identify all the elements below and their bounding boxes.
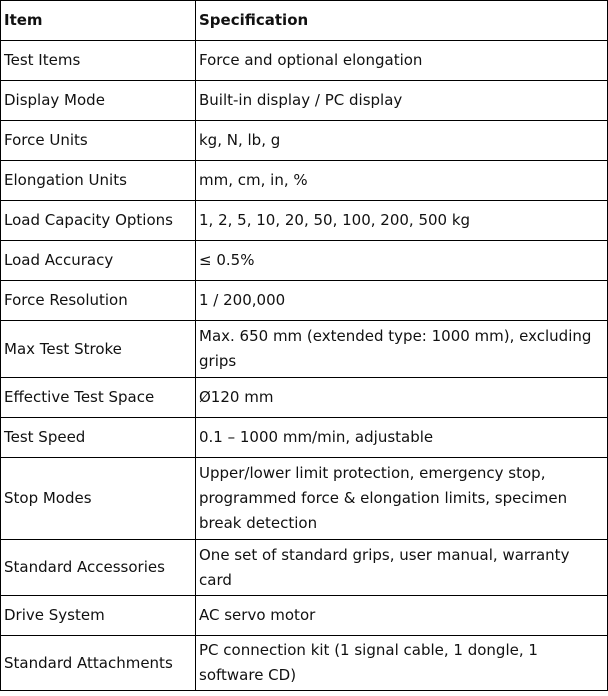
row-spec: Upper/lower limit protection, emergency stop, programmed force & elongation limits, specimen break detection	[196, 458, 608, 540]
table-row	[1, 321, 608, 378]
row-spec: Ø120 mm	[196, 378, 608, 418]
row-item: Standard Attachments	[1, 636, 196, 691]
row-spec: 1 / 200,000	[196, 281, 608, 321]
row-item: Display Mode	[1, 81, 196, 121]
table-row	[1, 161, 608, 201]
row-item: Force Units	[1, 121, 196, 161]
row-spec: One set of standard grips, user manual, warranty card	[196, 540, 608, 596]
header-item: Item	[1, 1, 196, 41]
header-row	[1, 1, 608, 41]
row-spec: ≤ 0.5%	[196, 241, 608, 281]
row-item: Effective Test Space	[1, 378, 196, 418]
row-spec: Built-in display / PC display	[196, 81, 608, 121]
row-spec: Force and optional elongation	[196, 41, 608, 81]
row-item: Load Capacity Options	[1, 201, 196, 241]
table-row	[1, 458, 608, 540]
row-item: Max Test Stroke	[1, 321, 196, 378]
row-spec: kg, N, lb, g	[196, 121, 608, 161]
table-row	[1, 201, 608, 241]
table-row	[1, 281, 608, 321]
row-spec: 1, 2, 5, 10, 20, 50, 100, 200, 500 kg	[196, 201, 608, 241]
table-row	[1, 378, 608, 418]
row-spec: PC connection kit (1 signal cable, 1 dongle, 1 software CD)	[196, 636, 608, 691]
row-item: Test Items	[1, 41, 196, 81]
row-spec: AC servo motor	[196, 596, 608, 636]
row-item: Standard Accessories	[1, 540, 196, 596]
row-item: Test Speed	[1, 418, 196, 458]
row-item: Force Resolution	[1, 281, 196, 321]
row-item: Load Accuracy	[1, 241, 196, 281]
table-row	[1, 41, 608, 81]
row-item: Stop Modes	[1, 458, 196, 540]
row-item: Drive System	[1, 596, 196, 636]
table-row	[1, 81, 608, 121]
row-item: Elongation Units	[1, 161, 196, 201]
table-row	[1, 596, 608, 636]
row-spec: 0.1 – 1000 mm/min, adjustable	[196, 418, 608, 458]
row-spec: mm, cm, in, %	[196, 161, 608, 201]
table-row	[1, 418, 608, 458]
table-row	[1, 241, 608, 281]
header-specification: Specification	[196, 1, 608, 41]
table-row	[1, 540, 608, 596]
row-spec: Max. 650 mm (extended type: 1000 mm), excluding grips	[196, 321, 608, 378]
table-row	[1, 121, 608, 161]
table-row	[1, 636, 608, 691]
